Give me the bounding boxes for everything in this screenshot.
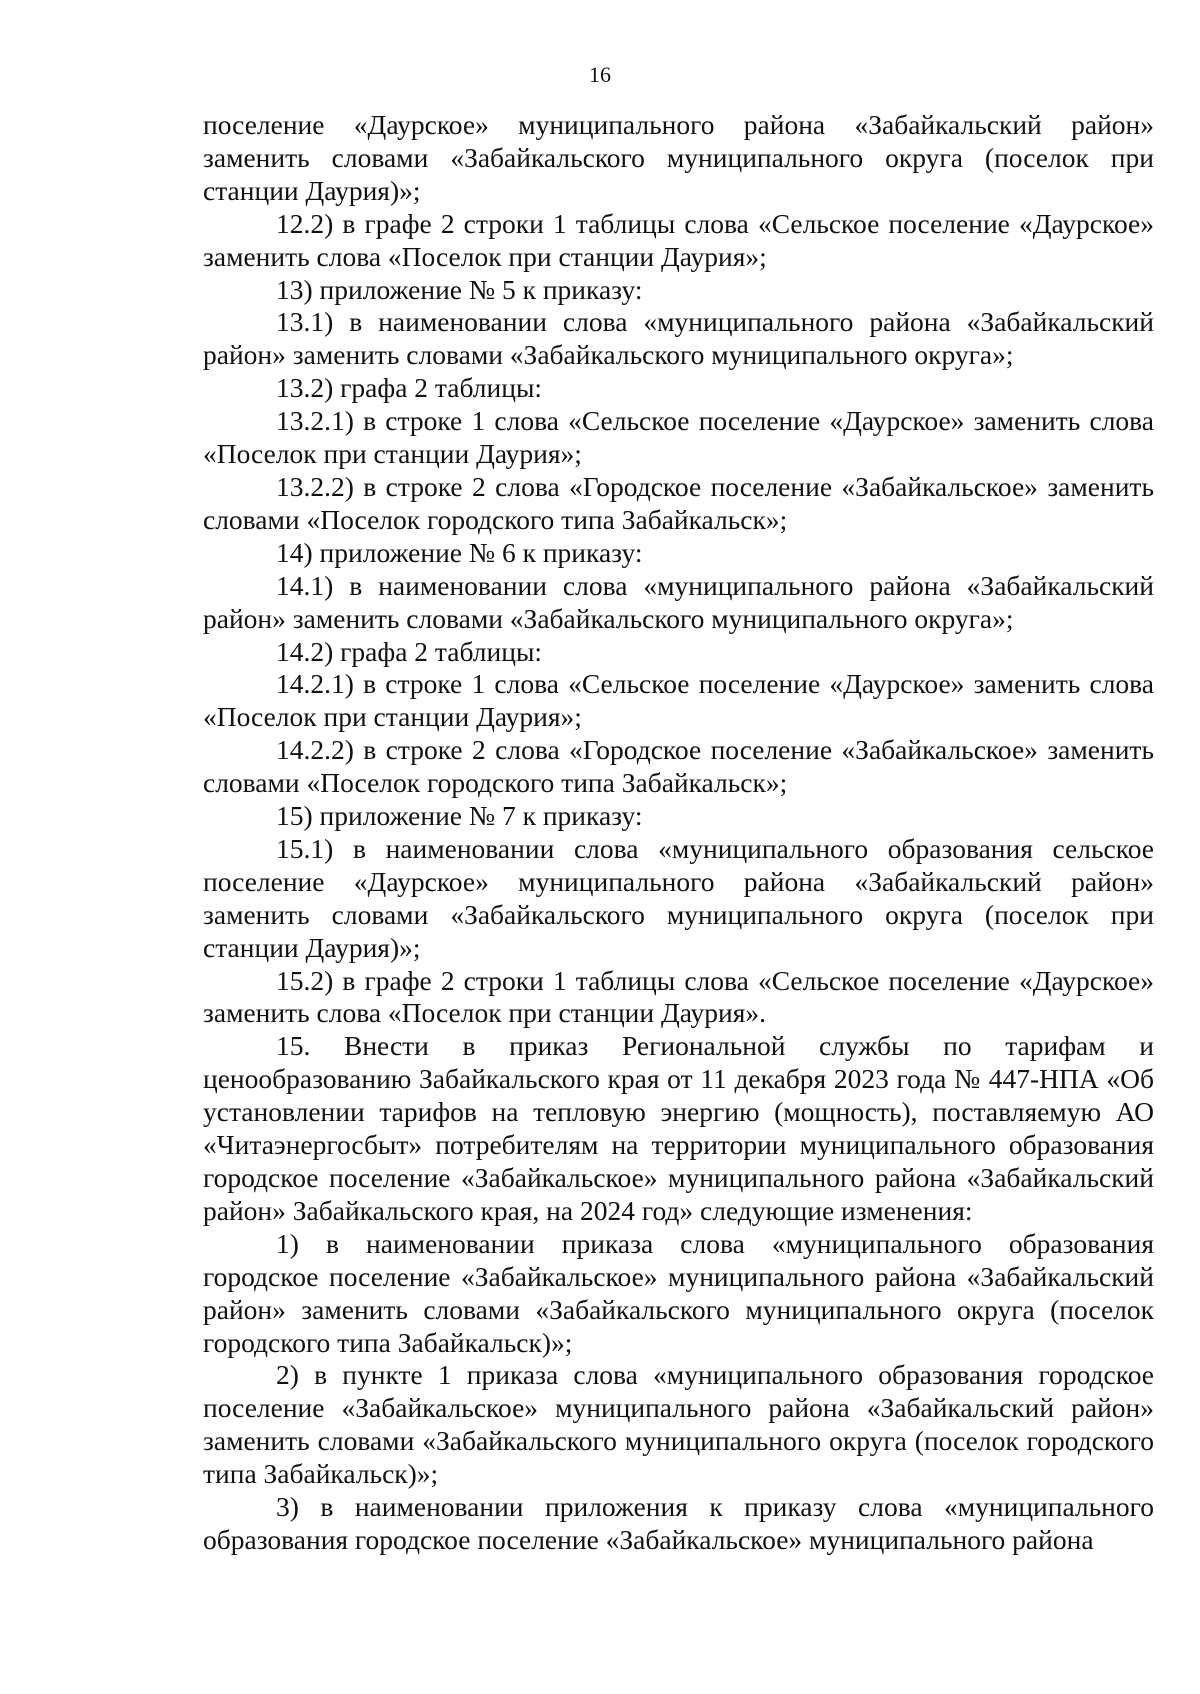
paragraph: 1) в наименовании приказа слова «муниципального образования городское поселение «Забайкальское» муниципального района «Забайкальский район» заменить словами «Забайкальского муниципального округа (поселок городского типа Забайкальск)»; <box>203 1227 1154 1358</box>
paragraph: 15. Внести в приказ Региональной службы по тарифам и ценообразованию Забайкальского края от 11 декабря 2023 года № 447-НПА «Об установлении тарифов на тепловую энергию (мощность), поставляемую АО «Читаэнергосбыт» потребителям на территории муниципального образования городское поселение «Забайкальское» муниципального района «Забайкальский район» Забайкальского края, на 2024 год» следующие изменения: <box>203 1030 1154 1226</box>
paragraph: 15.2) в графе 2 строки 1 таблицы слова «Сельское поселение «Даурское» заменить слова «Поселок при станции Даурия». <box>203 964 1154 1029</box>
paragraph: 14.1) в наименовании слова «муниципального района «Забайкальский район» заменить словами «Забайкальского муниципального округа»; <box>203 569 1154 634</box>
paragraph: 13.2.1) в строке 1 слова «Сельское поселение «Даурское» заменить слова «Поселок при станции Даурия»; <box>203 405 1154 470</box>
document-body <box>203 109 1154 1557</box>
paragraph: 15) приложение № 7 к приказу: <box>276 800 643 832</box>
paragraph: 14) приложение № 6 к приказу: <box>276 536 643 568</box>
paragraph: 14.2.2) в строке 2 слова «Городское поселение «Забайкальское» заменить словами «Поселок городского типа Забайкальск»; <box>203 734 1154 799</box>
paragraph: 13.2) графа 2 таблицы: <box>276 372 543 404</box>
paragraph: 13.2.2) в строке 2 слова «Городское поселение «Забайкальское» заменить словами «Поселок городского типа Забайкальск»; <box>203 470 1154 535</box>
paragraph: 2) в пункте 1 приказа слова «муниципального образования городское поселение «Забайкальское» муниципального района «Забайкальский район» заменить словами «Забайкальского муниципального округа (поселок городского типа Забайкальск)»; <box>203 1359 1154 1490</box>
paragraph: 12.2) в графе 2 строки 1 таблицы слова «Сельское поселение «Даурское» заменить слова «Поселок при станции Даурия»; <box>203 207 1154 272</box>
paragraph: 14.2) графа 2 таблицы: <box>276 635 543 667</box>
paragraph: 15.1) в наименовании слова «муниципального образования сельское поселение «Даурское» муниципального района «Забайкальский район» заменить словами «Забайкальского муниципального округа (поселок при станции Даурия)»; <box>203 832 1154 963</box>
paragraph: 3) в наименовании приложения к приказу слова «муниципального образования городское поселение «Забайкальское» муниципального района <box>203 1491 1154 1555</box>
paragraph: 13.1) в наименовании слова «муниципального района «Забайкальский район» заменить словами «Забайкальского муниципального округа»; <box>203 306 1154 371</box>
paragraph: поселение «Даурское» муниципального района «Забайкальский район» заменить словами «Забайкальского муниципального округа (поселок при станции Даурия)»; <box>203 109 1154 206</box>
page-number: 16 <box>589 62 611 87</box>
paragraph: 13) приложение № 5 к приказу: <box>276 273 643 305</box>
paragraph: 14.2.1) в строке 1 слова «Сельское поселение «Даурское» заменить слова «Поселок при станции Даурия»; <box>203 668 1154 733</box>
